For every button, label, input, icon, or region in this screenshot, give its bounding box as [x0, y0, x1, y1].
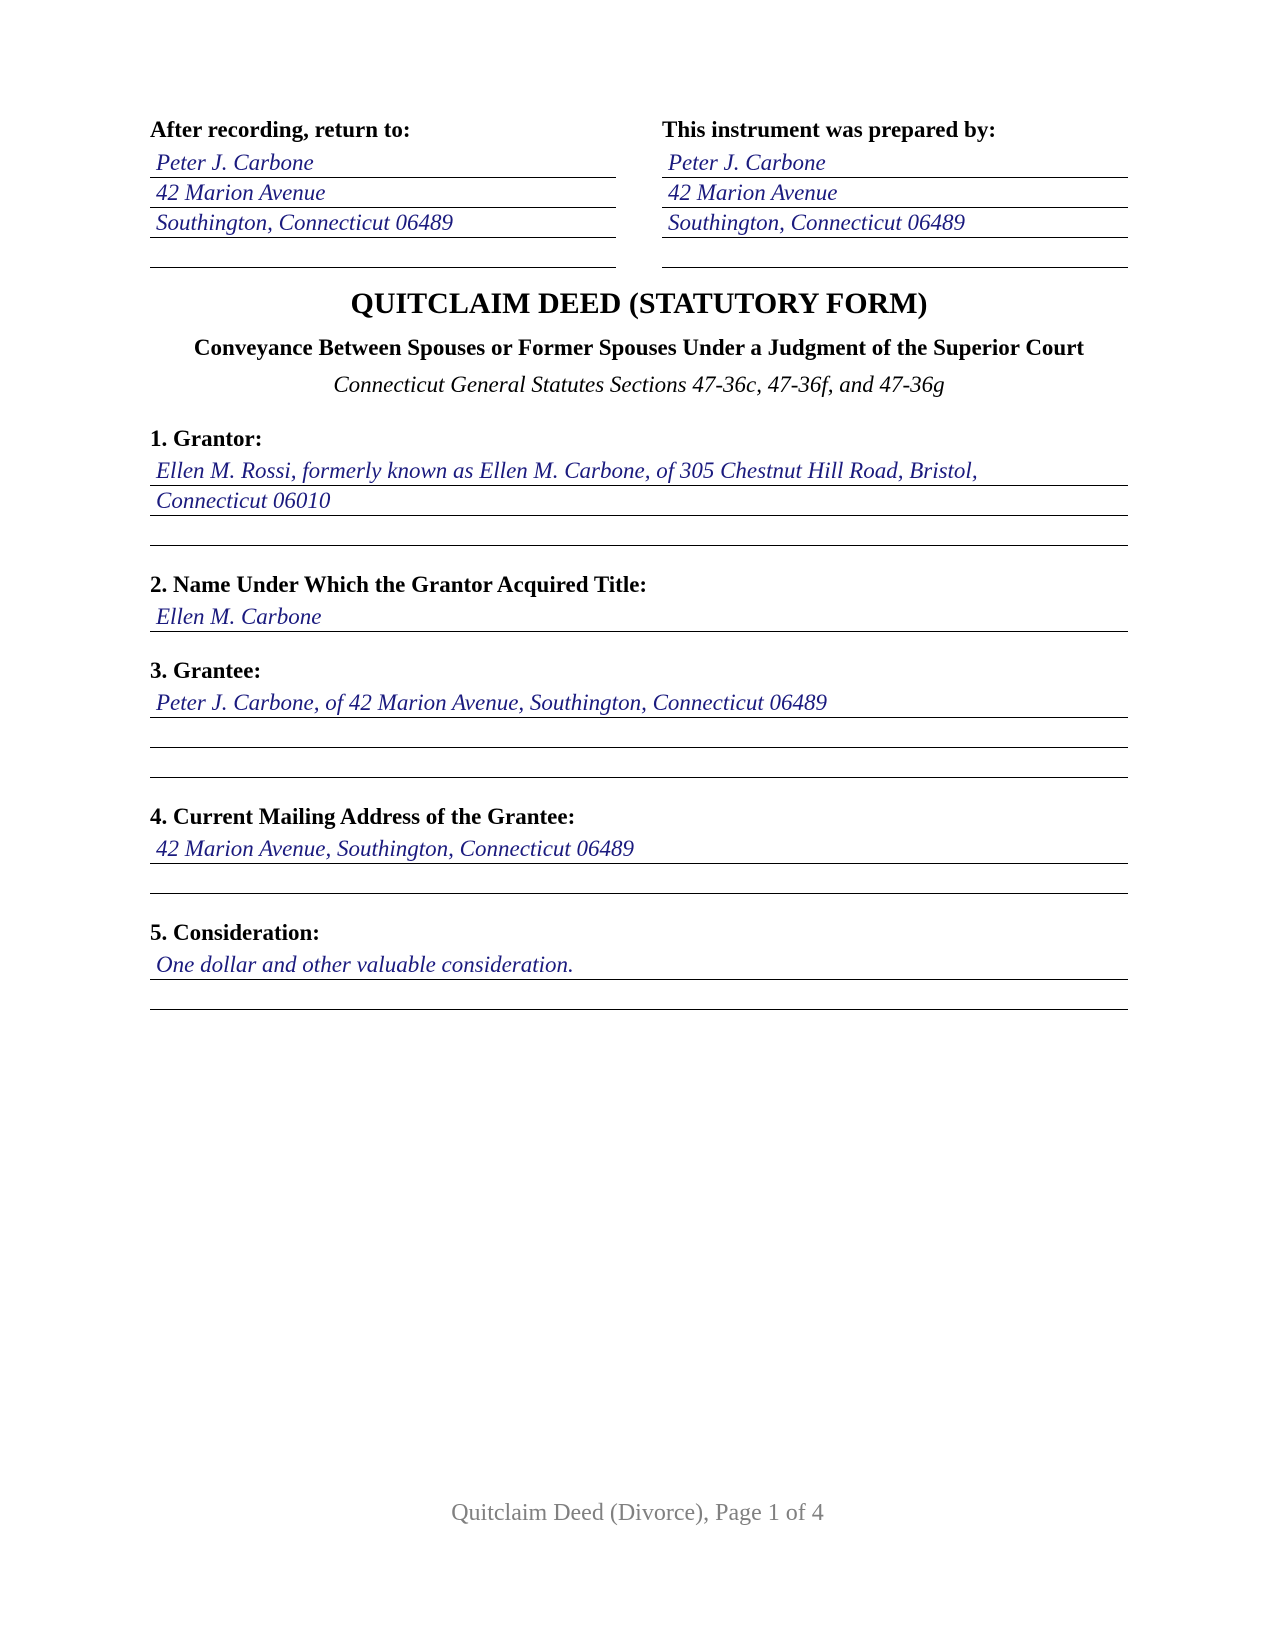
- acquired-name-line: Ellen M. Carbone: [150, 602, 1128, 632]
- prepared-by-heading: This instrument was prepared by:: [662, 117, 996, 142]
- document-subtitle: Conveyance Between Spouses or Former Spouses Under a Judgment of the Superior Court: [193, 335, 1085, 360]
- page-footer: Quitclaim Deed (Divorce), Page 1 of 4: [451, 1500, 824, 1526]
- mailing-address-line: 42 Marion Avenue, Southington, Connecticut 06489: [150, 834, 1128, 864]
- mailing-address-blank-line: [150, 864, 1128, 894]
- title-block: [150, 286, 1128, 400]
- document-title: QUITCLAIM DEED (STATUTORY FORM): [350, 287, 928, 320]
- grantor-blank-line: [150, 516, 1128, 546]
- grantee-line: Peter J. Carbone, of 42 Marion Avenue, Southington, Connecticut 06489: [150, 688, 1128, 718]
- section-consideration: [150, 916, 1128, 1010]
- grantee-blank-line-1: [150, 718, 1128, 748]
- consideration-heading: 5. Consideration:: [150, 920, 320, 945]
- return-to-name: Peter J. Carbone: [150, 148, 616, 178]
- prepared-by-block: [662, 112, 1128, 268]
- return-to-block: [150, 112, 616, 268]
- grantor-heading: 1. Grantor:: [150, 426, 263, 451]
- statute-reference: Connecticut General Statutes Sections 47-36c, 47-36f, and 47-36g: [333, 372, 945, 397]
- header-blocks: [150, 112, 1128, 268]
- consideration-line: One dollar and other valuable consideration.: [150, 950, 1128, 980]
- section-grantor: [150, 422, 1128, 546]
- section-acquired-name: [150, 568, 1128, 632]
- consideration-blank-line: [150, 980, 1128, 1010]
- prepared-by-name: Peter J. Carbone: [662, 148, 1128, 178]
- return-to-heading: After recording, return to:: [150, 117, 411, 142]
- return-to-city: Southington, Connecticut 06489: [150, 208, 616, 238]
- mailing-address-heading: 4. Current Mailing Address of the Grantee:: [150, 804, 576, 829]
- return-to-blank-line: [150, 238, 616, 268]
- prepared-by-street: 42 Marion Avenue: [662, 178, 1128, 208]
- prepared-by-blank-line: [662, 238, 1128, 268]
- acquired-name-heading: 2. Name Under Which the Grantor Acquired Title:: [150, 572, 648, 597]
- grantee-blank-line-2: [150, 748, 1128, 778]
- grantor-line-1: Ellen M. Rossi, formerly known as Ellen M. Carbone, of 305 Chestnut Hill Road, Bristol,: [150, 456, 1128, 486]
- prepared-by-city: Southington, Connecticut 06489: [662, 208, 1128, 238]
- grantee-heading: 3. Grantee:: [150, 658, 262, 683]
- return-to-street: 42 Marion Avenue: [150, 178, 616, 208]
- section-grantee: [150, 654, 1128, 778]
- section-mailing-address: [150, 800, 1128, 894]
- document-content: [150, 112, 1128, 1010]
- grantor-line-2: Connecticut 06010: [150, 486, 1128, 516]
